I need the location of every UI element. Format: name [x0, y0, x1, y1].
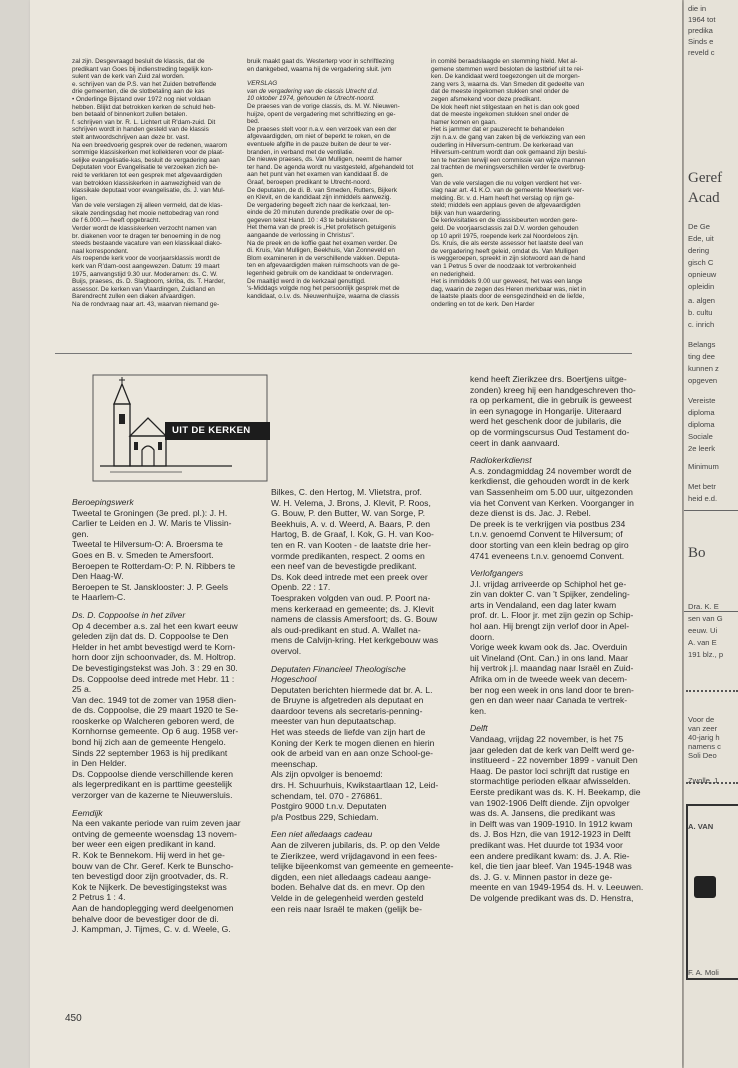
article-paragraph: Het is jammer dat er pauzerecht te behandelen zijn n.a.v. de gang van zaken bij de verkiezing van een ouderling in Hilversum-centrum. De kerkeraad van Hilversum-centrum wordt dan ook gemaand zijn beslui- ten te herzien terwijl een commissie van wijze mannen zal trachten de meningsverschillen verder te overbrug- gen.: [431, 126, 587, 179]
adjacent-page-text: Voor de: [688, 715, 715, 724]
paragraph-gap: [271, 657, 461, 664]
article-paragraph: De maaltijd werd in de kerkzaal genuttigd. 's-Middags volgde nog het persoonlijk gesprek met de kandidaat, o.l.v. ds. Nieuwenhuijze, waarna de classis: [247, 277, 400, 300]
adjacent-page-text: opleidin: [688, 282, 715, 291]
article-paragraph: f. schrijven van br. R. L. Lichtert uit R'dam-zuid. Dit schrijven wordt in handen gesteld van de klassis stelt antwoordschrijven aan deze br. vast.: [72, 118, 216, 141]
adjacent-page-text: Minimum: [688, 462, 719, 471]
article-heading: Beroepingswerk: [72, 497, 134, 507]
article-paragraph: De kerkvisitaties en de classisbeurten worden gere- geld. De voorjaarsclassis zal D.V. worden gehouden op 10 april 1975, roepende kerk zal Noordeloos zijn. Ds. Kruis, die als eerste assessor het laatste deel van de vergadering heeft geleid, omdat ds. Van Mulligen is weggeroepen, spreekt in zijn slotwoord aan de hand van 1 Petrus 5 over de noodzaak tot verbrokenheid en nederigheid.: [431, 217, 586, 278]
adjacent-page-text: opgeven: [688, 376, 718, 385]
article-paragraph: e. schrijven van de P.S. van het Zuiden betreffende drie gemeenten, die de slotbetaling aan de kas • Onderlinge Bijstand over 1972 nog niet voldaan hebben. Blijkt dat betrokken kerken de schuld heb- ben betaald of binnenkort zullen betalen.: [72, 80, 217, 119]
article-paragraph: in comité beraadslaagde en stemming hield. Met al- gemene stemmen werd besloten de lastbrief uit te rei- ken. De kandidaat werd toegezongen uit de morgen- zang vers 3, waarna ds. Van Smeden dit gedeelte van dat de meeste ingekomen stukken snel onder de zegen afsmekend voor deze predikant.: [431, 58, 584, 103]
adjacent-page-text: 191 blz., p: [688, 650, 724, 659]
article-heading: Radiokerkdienst: [470, 455, 532, 466]
paragraph-gap: [470, 561, 666, 568]
paragraph-gap: [72, 801, 262, 808]
adjacent-page-text: Sinds e: [688, 37, 714, 46]
adjacent-page-text: Geref: [688, 170, 723, 186]
section-banner-title: UIT DE KERKEN: [172, 425, 251, 436]
adjacent-page-text: Dra. K. E: [688, 602, 719, 611]
adjacent-page-text: Met betr: [688, 482, 716, 491]
adjacent-page: [684, 0, 738, 1068]
top-column-1: [72, 58, 240, 309]
adjacent-page-text: A. van E: [688, 638, 717, 647]
article-heading: VERSLAG: [247, 80, 278, 88]
paragraph-gap: [470, 716, 666, 723]
article-paragraph: Het was steeds de liefde van zijn hart de Koning der Kerk te mogen dienen en hierin ook de arbeid van en aan onze School-ge- meenschap.: [271, 727, 435, 769]
article-paragraph: De preek is te verkrijgen via postbus 234 t.n.v. genoemd Convent te Hilversum; of door storting van een klein bedrag op giro 4741 eveneens t.n.v. genoemd Convent.: [470, 518, 629, 561]
article-heading: Eemdijk: [72, 807, 103, 818]
article-paragraph: Verder wordt de klassiskerken verzocht namen van br. diakenen voor te dragen ter benoeming in de nog steeds bestaande vacature van een klassikaal diako- naal korrespondent.: [72, 225, 222, 255]
article-paragraph: Na een vakante periode van ruim zeven jaar ontving de gemeente woensdag 13 novem- ber weer een eigen predikant in kand. R. Kok te Bennekom. Hij werd in het ge- bouw van de Chr. Geref. Kerk te Bunscho- ten bevestigd door zijn grootvader, ds. R. Kok te Nijkerk. De bevestigingstekst was 2 Petrus 1 : 4.: [72, 818, 241, 903]
article-paragraph: Ds. Kok deed intrede met een preek over Openb. 22 : 17.: [271, 571, 428, 593]
adjacent-page-text: F. A. Moli: [688, 968, 719, 977]
article-paragraph: A.s. zondagmiddag 24 november wordt de kerkdienst, die gehouden wordt in de kerk van Sassenheim om 5.00 uur, uitgezonden via het Convent van Kerken. Voorganger in deze dienst is ds. Jac. J. Rebel.: [470, 465, 634, 519]
top-column-2: [247, 58, 423, 300]
adjacent-page-text: Sociale: [688, 432, 713, 441]
paragraph-gap: [72, 603, 262, 610]
article-paragraph: Na een breedvoerig gesprek over de redenen, waarom sommige klassiskerken met kollekteren voor de plaat- selijke evangelisatie-kas, besluit de vergadering aan Deputaten voor Evangelisatie te verzoeken zich be- reid te verklaren tot een gesprek met afgevaardigden van betrokken klassiskerken in aanwezigheid van de klassikale deputaat voor evangelisatie, ds. J. van Mul- ligen.: [72, 141, 228, 202]
adjacent-page-text: A. VAN: [688, 822, 714, 831]
adjacent-page-text: heid e.d.: [688, 494, 718, 503]
adjacent-page-text: ting dee: [688, 352, 716, 361]
article-paragraph: Na de rondvraag naar art. 43, waarvan niemand ge-: [72, 301, 220, 308]
article-paragraph: Beroepen te Rotterdam-O: P. N. Ribbers te Den Haag-W.: [72, 560, 236, 582]
article-paragraph: Beroepen te St. Jansklooster: J. P. Geels te Haarlem-C.: [72, 581, 229, 603]
article-paragraph: Van de vele verslagen die nu volgen verdient het ver- slag naar art. 41 K.O. van de gemeente Meerkerk ver- melding. Br. v. d. Ham heeft het verslag op rijm ge- steld; middels een applaus geven de afgevaardigden blijk van hun waardering.: [431, 179, 585, 217]
adjacent-page-text: 2e leerk: [688, 444, 716, 453]
adjacent-page-text: dering: [688, 246, 710, 255]
article-paragraph: Van de vele verslagen zij alleen vermeld, dat de klas- sikale zendingsdag het mooie nettobedrag van rond de f 6.000.— heeft opgebracht.: [72, 202, 223, 225]
article-paragraph: De klok heeft niet stilgestaan en het is dan ook goed dat de meeste ingekomen stukken snel onder de hamer komen en gaan.: [431, 103, 580, 126]
article-paragraph: Vandaag, vrijdag 22 november, is het 75 jaar geleden dat de kerk van Delft werd ge- institueerd - 22 november 1899 - vanuit Den Haag. De pastor loci schrijft dat rustige en stormachtige perioden elkaar afwisselden. Eerste predikant was ds. K. H. Beekamp, die van 1902-1906 Delft diende. Zijn opvolger was ds. A. Jansens, die predikant was in Delft was van 1909-1910. In 1912 kwam ds. J. Bos Hzn, die van 1912-1923 in Delft predikant was. Het duurde tot 1934 voor een andere predikant kwam: ds. J. A. Rie- kel, die tien jaar bleef. Van 1945-1948 was ds. J. G. v. Minnen pastor in deze ge- meente en van 1949-1954 ds. H. v. Leeuwen. De volgende predikant was ds. D. Henstra,: [470, 734, 644, 903]
article-paragraph: zal zijn. Desgevraagd besluit de klassis, dat de predikant van Goes bij indienstreding tegelijk kon- sulent van de kerk van Zuid zal worden.: [72, 58, 214, 81]
article-paragraph: Het thema van de preek is „Het profetisch getuigenis aangaande de verlossing in Christus".: [247, 224, 396, 240]
adjacent-page-text: a. algen: [688, 296, 716, 305]
article-paragraph: De praeses stelt voor n.a.v. een verzoek van een der afgevaardigden, om niet of beperkt te roken, en de eventuele afgifte in de pauze buiten de deur te ver- branden, in verband met de ventilatie.: [247, 125, 397, 156]
adjacent-page-text: Acad: [688, 190, 720, 206]
adjacent-page-text: diploma: [688, 408, 715, 417]
adjacent-page-text: sen van G: [688, 614, 723, 623]
adjacent-page-text: diploma: [688, 420, 715, 429]
article-heading: van de vergadering van de classis Utrecht d.d. 10 oktober 1974, gehouden te Utrecht-noord.: [247, 87, 379, 103]
bottom-column-3: [470, 374, 666, 904]
adjacent-page-text: 40-jarig h: [688, 733, 720, 742]
article-heading: Ds. D. Coppoolse in het zilver: [72, 609, 186, 620]
top-column-3: [431, 58, 613, 309]
article-paragraph: De nieuwe praeses, ds. Van Mulligen, neemt de hamer ter hand. De agenda wordt nu vastgesteld, afgehandeld tot aan het punt van het examen van kandidaat B. de Graaf, beroepen predikant te Utrecht-noord.: [247, 156, 414, 186]
adjacent-page-text: predika: [688, 26, 713, 35]
article-paragraph: bruik maakt gaat ds. Westerterp voor in schriftlezing en dankgebed, waarna hij de vergadering sluit. jvm: [247, 58, 394, 73]
article-paragraph: Na de preek en de koffie gaat het examen verder. De di. Kruis, Van Mulligen, Beekhuis, Van Zonneveld en Blom examineren in de verschillende vakken. Deputa- ten en afgevaardigden maken ruimschoots van de ge- legenheid gebruik om de kandidaat te ondervragen.: [247, 239, 400, 278]
adjacent-page-text: Vereiste: [688, 396, 716, 405]
adjacent-page-text: namens c: [688, 742, 721, 751]
page-number: 450: [65, 1013, 82, 1024]
adjacent-page-text: 1964 tot: [688, 15, 716, 24]
adjacent-page-text: reveld c: [688, 48, 715, 57]
article-paragraph: De praeses van de vorige classis, ds. M. W. Nieuwen- huijze, opent de vergadering met schriftlezing en ge- bed.: [247, 102, 400, 126]
adjacent-page-text: Bo: [688, 545, 706, 561]
adjacent-page-text: Soli Deo: [688, 751, 717, 760]
article-paragraph: Van dec. 1949 tot de zomer van 1958 dien- de ds. Coppoolse, die 29 maart 1920 te Se- rooskerke op Walcheren geboren werd, de Kornhornse gemeente. Op 6 aug. 1958 ver- bond hij zich aan de gemeente Hengelo. Sinds 22 september 1963 is hij predikant in Den Helder.: [72, 694, 239, 769]
adjacent-page-text: opnieuw: [688, 270, 717, 279]
article-paragraph: Op 4 december a.s. zal het een kwart eeuw geleden zijn dat ds. D. Coppoolse te Den Helder in het ambt bevestigd werd te Korn- horn door zijn schoonvader, ds. M. Holtrop. De bevestigingstekst was Joh. 3 : 29 en 30. Ds. Coppoolse deed intrede met Hebr. 11 : 25 a.: [72, 620, 238, 695]
article-paragraph: Tweetal te Hilversum-O: A. Broersma te Goes en B. v. Smeden te Amersfoort.: [72, 539, 223, 560]
paragraph-gap: [470, 448, 666, 455]
paragraph-gap: [271, 822, 461, 829]
article-heading: Verlofgangers: [470, 568, 524, 579]
adjacent-page-text: c. inrich: [688, 320, 715, 329]
adjacent-page-text: De Ge: [688, 222, 710, 231]
article-paragraph: Vorige week kwam ook ds. Jac. Overduin uit Vineland (Ont. Can.) in ons land. Maar hij vertrok j.l. maandag naar Israël en Zuid- Afrika om in de tweede week van decem- ber nog een week in ons land door te bren- gen en dan weer naar Canada te vertrek- ken.: [470, 642, 634, 716]
article-paragraph: Deputaten berichten hiermede dat br. A. L. de Bruyne is afgetreden als deputaat en daardoor tevens als secretaris-penning- meester van hun deputaatschap.: [271, 684, 433, 727]
article-paragraph: kend heeft Zierikzee drs. Boertjens uitge- zonden) kreeg hij een handgeschreven tho- ra op perkament, die in gebruik is geweest in een synagoge in Hongarije. Uiteraard werd het geschenk door de jubilaris, die op de vormingscursus Oud Testament do- ceert in dank aanvaard.: [470, 374, 636, 448]
article-paragraph: Het is inmiddels 9.00 uur geweest, het was een lange dag, waarin de zegen des Heren merkbaar was, niet in de laatste plaats door de eensgezindheid en de liefde, onderling en tot de kerk. Den Harder: [431, 278, 586, 308]
bottom-column-1: [72, 497, 262, 935]
adjacent-page-text: die in: [688, 4, 707, 13]
article-paragraph: Als zijn opvolger is benoemd: drs. H. Schuurhuis, Kwikstaartlaan 12, Leid- schendam, tel. 070 - 276861. Postgiro 9000 t.n.v. Deputaten p/a Postbus 229, Schiedam.: [271, 769, 439, 822]
adjacent-page-text: gisch C: [688, 258, 714, 267]
article-paragraph: J.l. vrijdag arriveerde op Schiphol het ge- zin van dokter C. van 't Spijker, zendeling- arts in Vendaland, een dag later kwam prof. dr. L. Floor jr. met zijn gezin op Schip- hol aan. Hij brengt zijn verlof door in Apel- doorn.: [470, 578, 634, 642]
adjacent-page-text: Ede, uit: [688, 234, 714, 243]
adjacent-page-text: van zeer: [688, 724, 718, 733]
logo-icon: [694, 876, 716, 898]
article-paragraph: Ds. Coppoolse diende verschillende keren als legerpredikant en is parttime geestelijk verzorger van de kazerne te Nieuwersluis.: [72, 768, 233, 801]
adjacent-page-text: kunnen z: [688, 364, 719, 373]
bottom-column-2: [271, 487, 461, 914]
section-divider: [55, 353, 632, 354]
article-paragraph: Aan de zilveren jubilaris, ds. P. op den Velde te Zierikzee, werd vrijdagavond in een fees- telijke bijeenkomst van gemeente en gemeente- digden, een niet alledaags cadeau aange- boden. Behalve dat ds. en mevr. Op den Velde in de gelegenheid werden gesteld een reis naar Israël te maken (gelijk be-: [271, 840, 454, 914]
article-paragraph: De deputaten, de di. B. van Smeden, Rutters, Bijkerk en Klevit, en de kandidaat zijn inmiddels aanwezig. De vergadering begeeft zich naar de kerkzaal, ten- einde de 20 minuten durende predikatie over de op- gegeven tekst Hand. 10 : 43 te beluisteren.: [247, 186, 397, 224]
article-paragraph: Toespraken volgden van oud. P. Poort na- mens kerkeraad en gemeente; ds. J. Klevit namens de classis Amersfoort; ds. G. Bouw als oud-predikant en stud. A. Wallet na- mens de Calvijn-kring. Het kerkgebouw was overvol.: [271, 592, 439, 656]
article-paragraph: Tweetal te Groningen (3e pred. pl.): J. H. Carlier te Leiden en J. W. Maris te Vlissin- gen.: [72, 507, 232, 539]
article-heading: Delft: [470, 723, 488, 734]
article-paragraph: Als roepende kerk voor de voorjaarsklassis wordt de kerk van R'dam-oost aangewezen. Datum: 19 maart 1975, aanvangstijd 9.30 uur. Moderamen: ds. C. W. Buijs, praeses, ds. D. Slagboom, skriba, ds. T. Harder, assessor. De kerken van Vlaardingen, Zuidland en Barendrecht zullen een diaken afvaardigen.: [72, 255, 225, 301]
paragraph-gap: [247, 73, 423, 80]
adjacent-page-text: b. cultu: [688, 308, 713, 317]
adjacent-page-text: Belangs: [688, 340, 716, 349]
adjacent-page-text: Zwolle, 1: [688, 776, 719, 785]
article-heading: Een niet alledaags cadeau: [271, 829, 373, 840]
article-paragraph: Aan de handoplegging werd deelgenomen behalve door de bevestiger door de di. J. Kampman, J. Tijmes, C. v. d. Weele, G.: [72, 902, 234, 935]
adjacent-page-text: eeuw. Ui: [688, 626, 718, 635]
article-paragraph: Bilkes, C. den Hertog, M. Vlietstra, prof. W. H. Velema, J. Brons, J. Klevit, P. Roos, G. Bouw, P. den Butter, W. van Sorge, P. Beekhuis, A. v. d. Weerd, A. Baars, P. den Hartog, B. de Graaf, I. Kok, G. H. van Koo- ten en R. van Kooten - de laatste drie her- vormde predikanten, respect. 2 ooms en een neef van de bevestigde predikant.: [271, 487, 434, 572]
article-heading: Deputaten Financieel Theologische Hogeschool: [271, 663, 406, 685]
